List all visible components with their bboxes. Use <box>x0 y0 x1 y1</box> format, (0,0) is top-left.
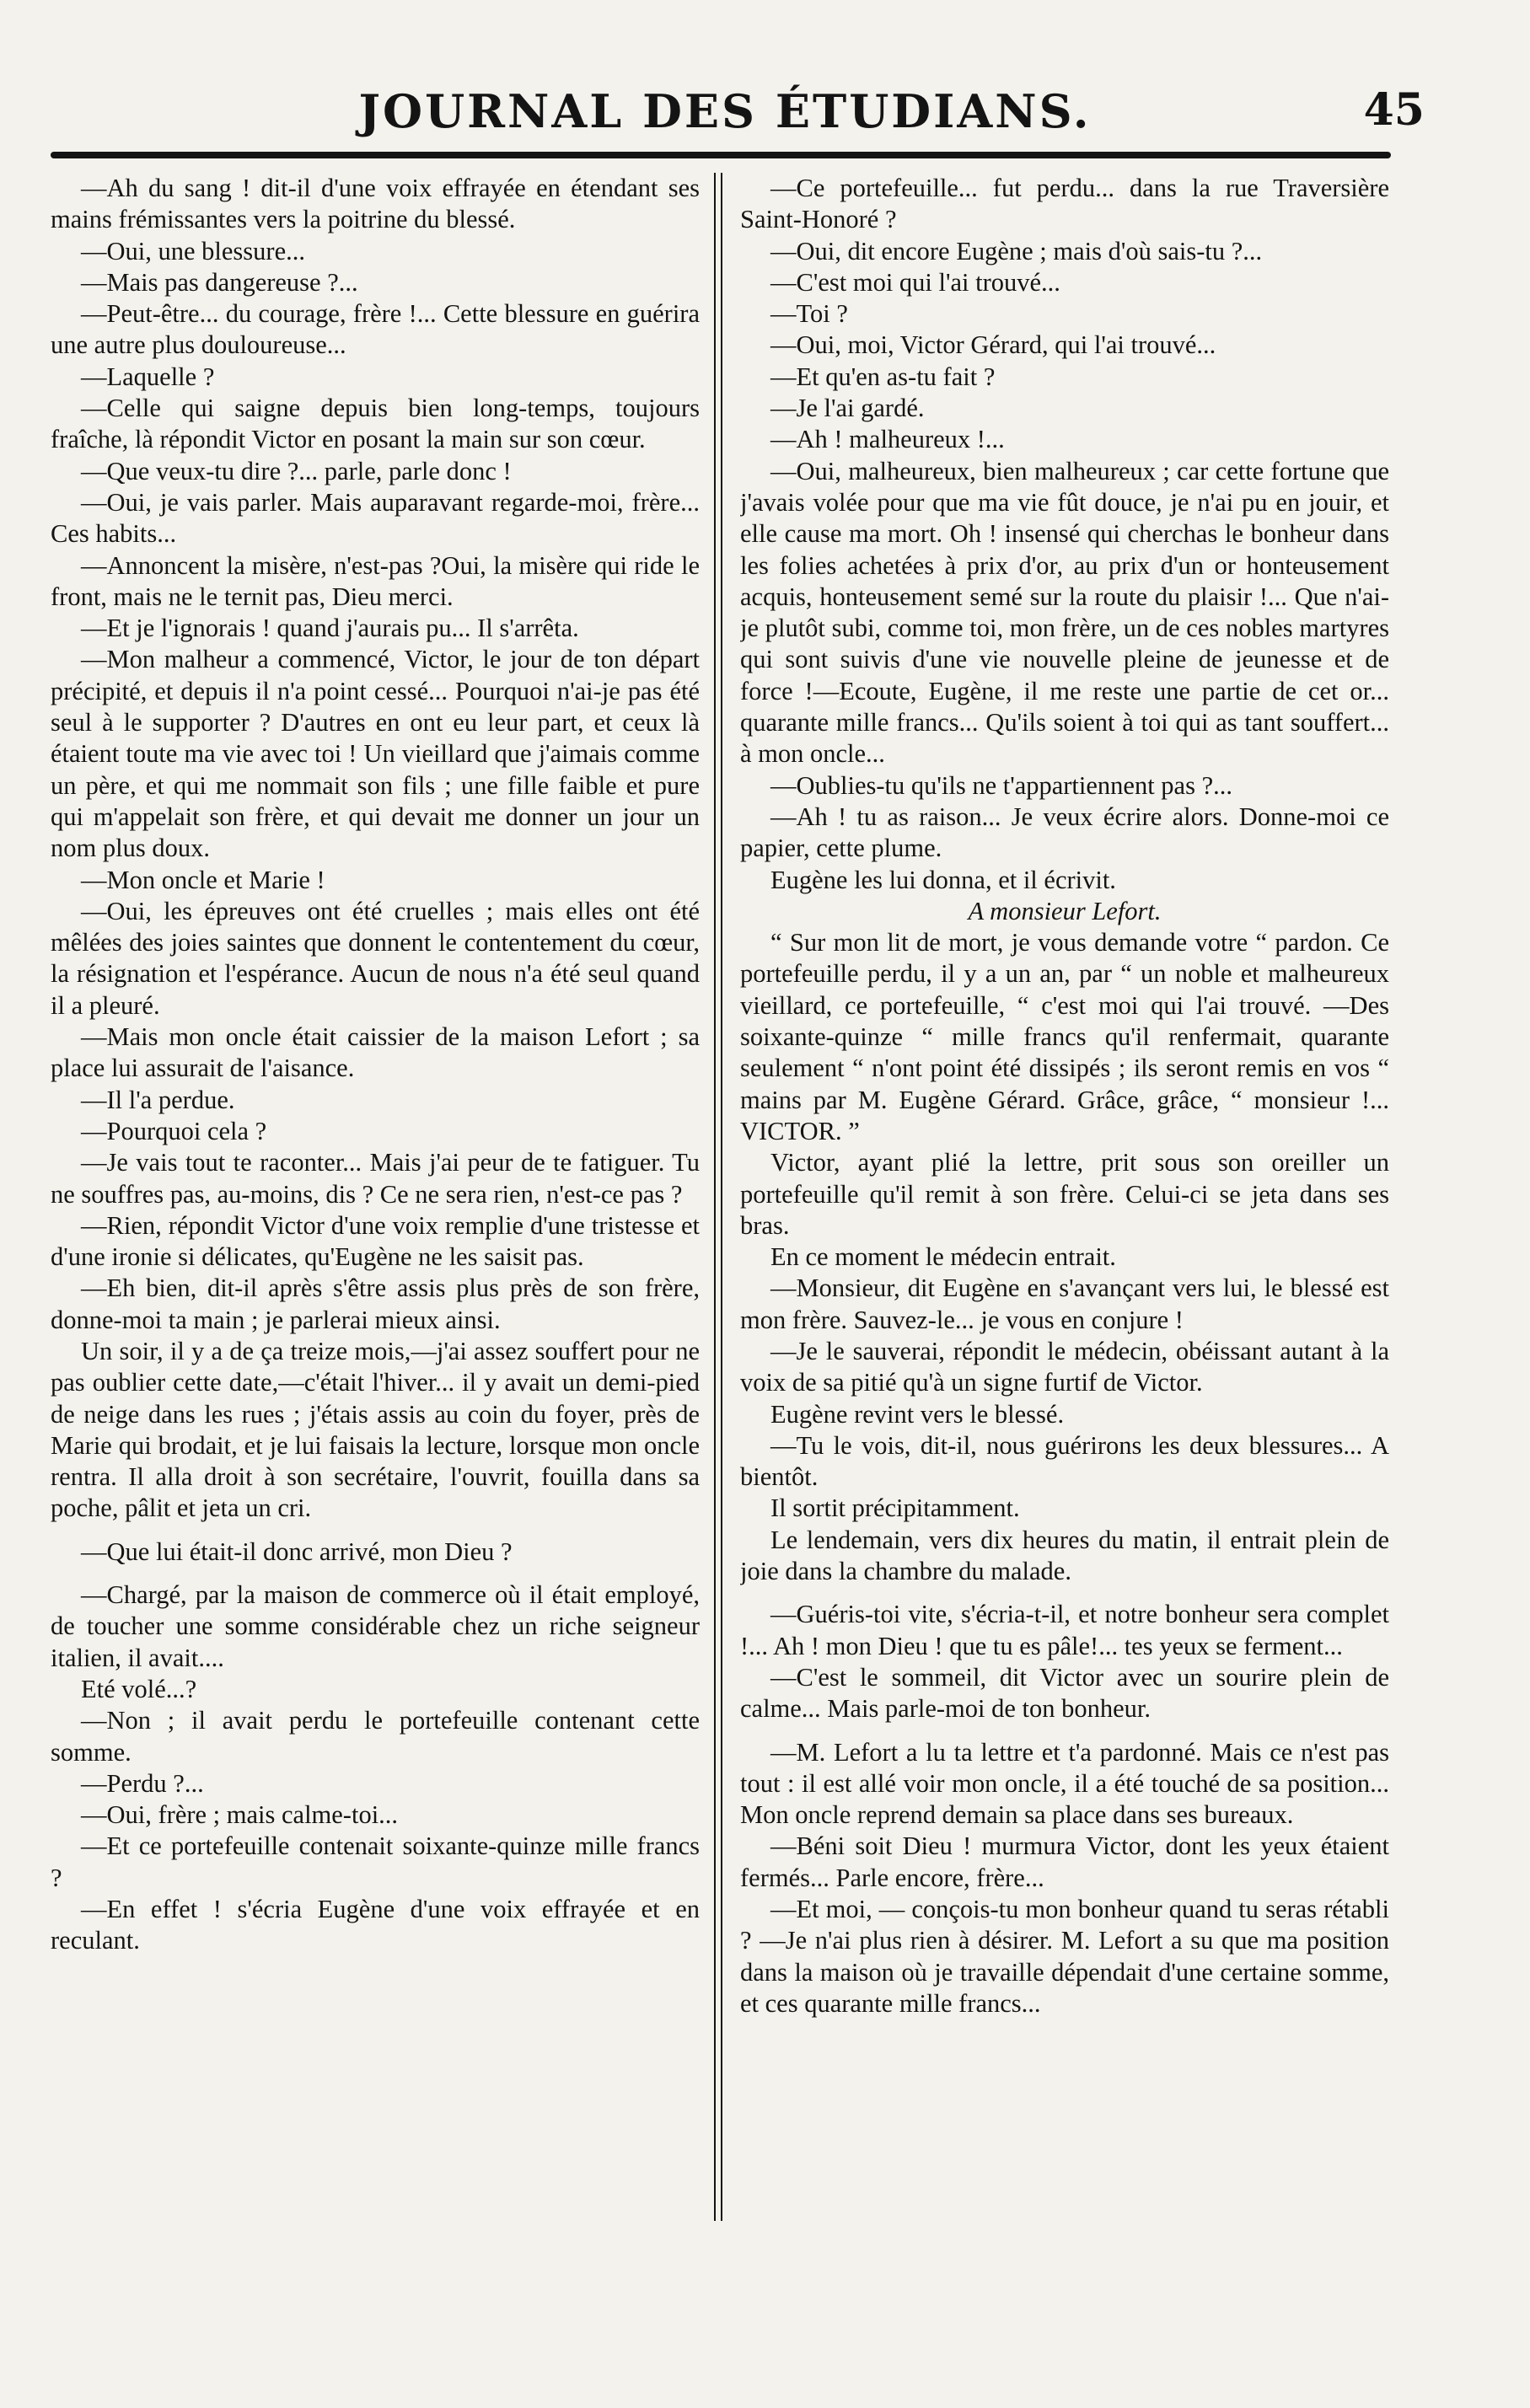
paragraph: —C'est moi qui l'ai trouvé... <box>770 267 1060 297</box>
paragraph: —Pourquoi cela ? <box>81 1116 267 1145</box>
paragraph: —Oublies-tu qu'ils ne t'appartiennent pas ?... <box>770 770 1233 800</box>
header-rule <box>51 152 1391 158</box>
paragraph: —Et moi, — conçois-tu mon bonheur quand tu seras rétabli ? —Je n'ai plus rien à désirer. M. Lefort a su que ma position dans la maison où je travaille dépendait d'une certaine somme, et ces quarante mille francs... <box>740 1895 1389 2018</box>
paragraph: Un soir, il y a de ça treize mois,—j'ai assez souffert pour ne pas oublier cette date,—c'était l'hiver... il y avait un demi-pied de neige dans les rues ; j'étais assis au coin du foyer, près de Marie qui brodait, et je lui faisais la lecture, lorsque mon oncle rentra. Il alla droit à son secrétaire, l'ouvrit, fouilla dans sa poche, pâlit et jeta un cri. <box>51 1336 700 1523</box>
paragraph: Le lendemain, vers dix heures du matin, il entrait plein de joie dans la chambre du malade. <box>740 1525 1389 1586</box>
paragraph: —Que lui était-il donc arrivé, mon Dieu ? <box>81 1537 513 1566</box>
paragraph: —Mon malheur a commencé, Victor, le jour de ton départ précipité, et depuis il n'a point cessé... Pourquoi n'ai-je pas été seul à le supporter ? D'autres en ont eu leur part, et ceux là étaient toute ma vie avec toi ! Un vieillard que j'aimais comme un père, et qui me nommait son fils ; une fille faible et pure qui m'appelait son frère, et qui devait me donner un jour un nom plus doux. <box>51 645 700 863</box>
running-title: JOURNAL DES ÉTUDIANS. <box>358 84 1092 138</box>
paragraph: —Ah ! tu as raison... Je veux écrire alors. Donne-moi ce papier, cette plume. <box>740 802 1389 863</box>
column-divider <box>714 173 722 2221</box>
paragraph: —M. Lefort a lu ta lettre et t'a pardonné. Mais ce n'est pas tout : il est allé voir mon oncle, il a été touché de sa position... Mon oncle reprend demain sa place dans ses bureaux. <box>740 1737 1389 1830</box>
paragraph: —Je l'ai gardé. <box>770 394 925 423</box>
paragraph: —Oui, je vais parler. Mais auparavant regarde-moi, frère... Ces habits... <box>51 487 700 549</box>
paragraph: —Oui, dit encore Eugène ; mais d'où sais-tu ?... <box>770 236 1263 265</box>
paragraph: Eugène les lui donna, et il écrivit. <box>770 865 1116 894</box>
paragraph: —Oui, frère ; mais calme-toi... <box>81 1800 399 1830</box>
left-column <box>51 173 700 2238</box>
paragraph: —Et qu'en as-tu fait ? <box>770 362 996 391</box>
paragraph: En ce moment le médecin entrait. <box>770 1242 1116 1272</box>
paragraph: —Que veux-tu dire ?... parle, parle donc ! <box>81 456 512 485</box>
paragraph: —Chargé, par la maison de commerce où il était employé, de toucher une somme considérable chez un riche seigneur italien, il avait.... <box>51 1580 700 1672</box>
paragraph: —Mon oncle et Marie ! <box>81 865 325 894</box>
paragraph: —Tu le vois, dit-il, nous guérirons les deux blessures... A bientôt. <box>740 1430 1389 1492</box>
paragraph: —Oui, malheureux, bien malheureux ; car cette fortune que j'avais volée pour que ma vie fût douce, je n'ai pu en jouir, et elle cause ma mort. Oh ! insensé qui cherchas le bonheur dans les folies achetées à prix d'or, au prix d'un or honteusement acquis, honteusement semé sur la route du plaisir !... Que n'ai-je plutôt subi, comme toi, mon frère, un de ces nobles martyres qui sont suivis d'une vie nouvelle pleine de jeunesse et de force !—Ecoute, Eugène, il me reste une partie de cet or... quarante mille francs... Qu'ils soient à toi qui as tant souffert... à mon oncle... <box>740 456 1389 769</box>
letter-addressee: A monsieur Lefort. <box>968 896 1162 925</box>
paragraph: —Ce portefeuille... fut perdu... dans la rue Traversière Saint-Honoré ? <box>740 174 1389 234</box>
paragraph: —Rien, répondit Victor d'une voix remplie d'une tristesse et d'une ironie si délicates, qu'Eugène ne les saisit pas. <box>51 1210 700 1272</box>
paragraph: —Je vais tout te raconter... Mais j'ai peur de te fatiguer. Tu ne souffres pas, au-moins, dis ? Ce ne sera rien, n'est-ce pas ? <box>51 1148 700 1209</box>
paragraph: —Celle qui saigne depuis bien long-temps, toujours fraîche, là répondit Victor en posant la main sur son cœur. <box>51 394 700 454</box>
page-header <box>51 84 1425 152</box>
paragraph: —Mais pas dangereuse ?... <box>81 267 358 297</box>
paragraph: —Oui, les épreuves ont été cruelles ; mais elles ont été mêlées des joies saintes que donnent le contentement du cœur, la résignation et l'espérance. Aucun de nous n'a été seul quand il a pleuré. <box>51 896 700 1020</box>
paragraph: —Béni soit Dieu ! murmura Victor, dont les yeux étaient fermés... Parle encore, frère... <box>740 1831 1389 1892</box>
paragraph: —Oui, moi, Victor Gérard, qui l'ai trouvé... <box>770 330 1216 360</box>
paragraph: —Toi ? <box>770 299 848 329</box>
paragraph: Eugène revint vers le blessé. <box>770 1399 1065 1429</box>
paragraph: —C'est le sommeil, dit Victor avec un sourire plein de calme... Mais parle-moi de ton bonheur. <box>740 1662 1389 1724</box>
paragraph: —Guéris-toi vite, s'écria-t-il, et notre bonheur sera complet !... Ah ! mon Dieu ! que tu es pâle!... tes yeux se ferment... <box>740 1600 1389 1660</box>
paragraph: —Ah ! malheureux !... <box>770 425 1005 454</box>
paragraph: Victor, ayant plié la lettre, prit sous son oreiller un portefeuille qu'il remit à son frère. Celui-ci se jeta dans ses bras. <box>740 1148 1389 1240</box>
letter-text: “ Sur mon lit de mort, je vous demande votre “ pardon. Ce portefeuille perdu, il y a un an, par “ un noble et malheureux vieillard, ce portefeuille, “ c'est moi qui l'ai trouvé. —Des soixante-quinze “ mille francs qu'il renfermait, quarante seulement “ n'ont point été dissipés ; ils seront remis en vos “ mains par M. Eugène Gérard. Grâce, grâce, “ monsieur !... VICTOR. ” <box>740 928 1389 1145</box>
paragraph: —Ah du sang ! dit-il d'une voix effrayée en étendant ses mains frémissantes vers la poitrine du blessé. <box>51 174 700 234</box>
paragraph: —Eh bien, dit-il après s'être assis plus près de son frère, donne-moi ta main ; je parlerai mieux ainsi. <box>51 1274 700 1334</box>
paragraph: —Il l'a perdue. <box>81 1085 235 1114</box>
paragraph: —Je le sauverai, répondit le médecin, obéissant autant à la voix de sa pitié qu'à un signe furtif de Victor. <box>740 1336 1389 1397</box>
paragraph: —Perdu ?... <box>81 1768 204 1798</box>
page-number: 45 <box>1363 84 1425 136</box>
paragraph: —En effet ! s'écria Eugène d'une voix effrayée et en reculant. <box>51 1895 700 1955</box>
paragraph: —Laquelle ? <box>81 362 215 391</box>
paragraph: —Oui, une blessure... <box>81 236 305 265</box>
paragraph: —Mais mon oncle était caissier de la maison Lefort ; sa place lui assurait de l'aisance. <box>51 1022 700 1083</box>
paragraph: —Et je l'ignorais ! quand j'aurais pu... Il s'arrêta. <box>81 614 579 643</box>
paragraph: —Annoncent la misère, n'est-pas ?Oui, la misère qui ride le front, mais ne le ternit pas, Dieu merci. <box>51 550 700 611</box>
paragraph: —Monsieur, dit Eugène en s'avançant vers lui, le blessé est mon frère. Sauvez-le... je vous en conjure ! <box>740 1274 1389 1334</box>
paragraph: Eté volé...? <box>81 1674 197 1703</box>
right-column <box>740 173 1389 2238</box>
paragraph: —Non ; il avait perdu le portefeuille contenant cette somme. <box>51 1706 700 1767</box>
paragraph: Il sortit précipitamment. <box>770 1494 1020 1523</box>
paragraph: —Et ce portefeuille contenait soixante-quinze mille francs ? <box>51 1831 700 1892</box>
paragraph: —Peut-être... du courage, frère !... Cette blessure en guérira une autre plus douloureuse... <box>51 299 700 360</box>
